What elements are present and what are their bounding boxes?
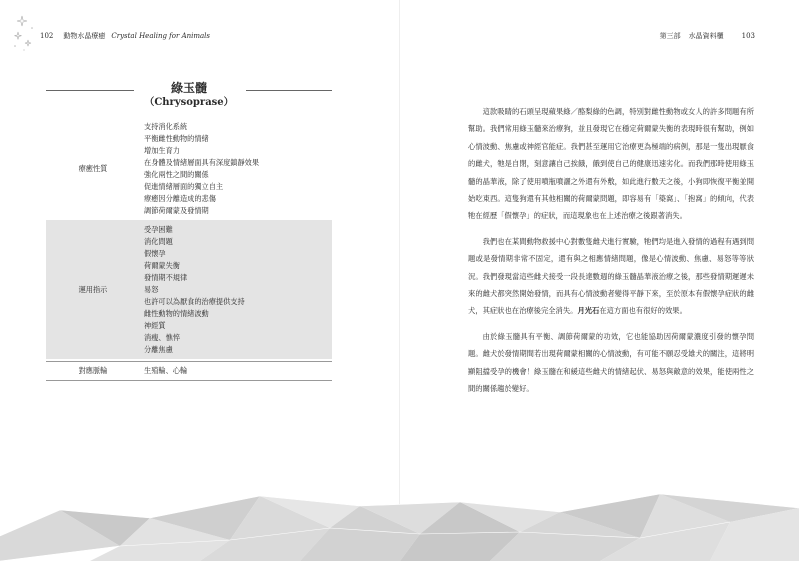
paragraph: 由於綠玉髓具有平衡、調節荷爾蒙的功效，它也能協助因荷爾蒙濃度引發的懷孕問題。雌犬於發情期間若出現荷爾蒙相關的心情波動，有可能不願忍受雄犬的關注，這將明顯阻擋受孕的機會！綠玉髓在和緩這些雌犬的情緒起伏、易怒與敵意的效果，能使兩性之間的關係趨於變好。 [468,331,754,394]
page-number: 103 [741,32,755,40]
stone-title-block [46,80,332,110]
geometric-footer-decoration [0,488,799,561]
table-value: 在身體及情緒層面具有深度鎮靜效果 [144,158,260,167]
stars-decoration [12,12,36,54]
table-row-healing [46,117,332,220]
table-value: 消化問題 [144,237,173,246]
running-title: 動物水晶療癒 [63,32,106,40]
table-value: 神經質 [144,321,166,330]
body-text [468,103,754,406]
table-value: 假懷孕 [144,249,166,258]
table-value: 促進情緒層面的獨立自主 [144,182,224,191]
table-value: 生殖輪、心輪 [144,366,188,375]
table-row-indications [46,220,332,359]
table-value: 強化兩性之間的關係 [144,170,209,179]
row-label: 療癒性質 [78,164,108,173]
table-value: 易怒 [144,285,159,294]
table-value: 分離焦慮 [144,345,173,354]
properties-table [46,117,332,381]
stone-title: 綠玉髓 [170,81,207,95]
row-label: 對應脈輪 [78,366,108,375]
table-value: 平衡雌性動物的情緒 [144,134,209,143]
running-title-en: Crystal Healing for Animals [111,32,211,40]
table-value: 荷爾蒙失衡 [144,261,180,270]
running-header-left [40,31,210,41]
table-value: 增加生育力 [144,146,180,155]
table-row-chakras [46,361,332,381]
running-header-right [660,31,755,41]
paragraph: 這款吸睛的石頭呈現蘋果綠／酪梨綠的色調，特別對雌性動物或女人的許多問題有所幫助。我們常用綠玉髓來治療狗，並且發現它在穩定荷爾蒙失衡的表現時很有幫助，例如心情波動、焦慮或神經官能症。我們甚至運用它治療更為極端的病例，那是一隻出現厭食的雌犬，牠是自閉，刻意讓自己挨餓，餓到使自己的健康迅速劣化。而我們那時使用綠玉髓的晶華液，除了使用噴瓶噴灑之外還有外敷，如此進行數天之後，小狗即恢復平衡並開始吃東西。這隻狗還有其他相關的荷爾蒙問題，即容易有「築窩」、「抱窩」的傾向，代表牠在經歷「假懷孕」的症狀，而這現象也在上述治療之後跟著消失。 [468,107,754,221]
section-label: 第三部 [659,32,681,40]
table-value: 也許可以為厭食的治療提供支持 [144,297,245,306]
stone-title-en: （Chrysoprase） [144,97,234,108]
bold-term: 月光石 [577,306,600,316]
table-value: 受孕困難 [144,225,173,234]
row-label: 運用指示 [78,285,108,294]
table-value: 療癒因分離造成的悲傷 [144,194,216,203]
table-value: 發情期不規律 [144,273,188,282]
table-value: 消瘦、憔悴 [144,333,180,342]
right-page [400,0,799,561]
paragraph: 我們也在某間動物救援中心對數隻雌犬進行實驗，牠們均是進入發情的過程有遇到問題或是發情期非常不固定，還有與之相應情緒問題，像是心情波動、焦慮、易怒等等狀況。我們發現當這些雌犬接受一段長達數週的綠玉髓晶華液治療之後，那些發情期遲遲未來的雌犬都突然開始發情，而具有心情波動者變得平靜下來，至於原本有假懷孕症狀的雌犬，其症狀也在治療後完全消失。月光石在這方面也有很好的效果。 [468,236,754,316]
table-value: 調節荷爾蒙及發情期 [144,206,209,215]
table-value: 支持消化系統 [144,122,188,131]
table-value: 雌性動物的情緒波動 [144,309,209,318]
page-number: 102 [40,32,54,40]
chapter-label: 水晶資料櫃 [688,32,724,40]
